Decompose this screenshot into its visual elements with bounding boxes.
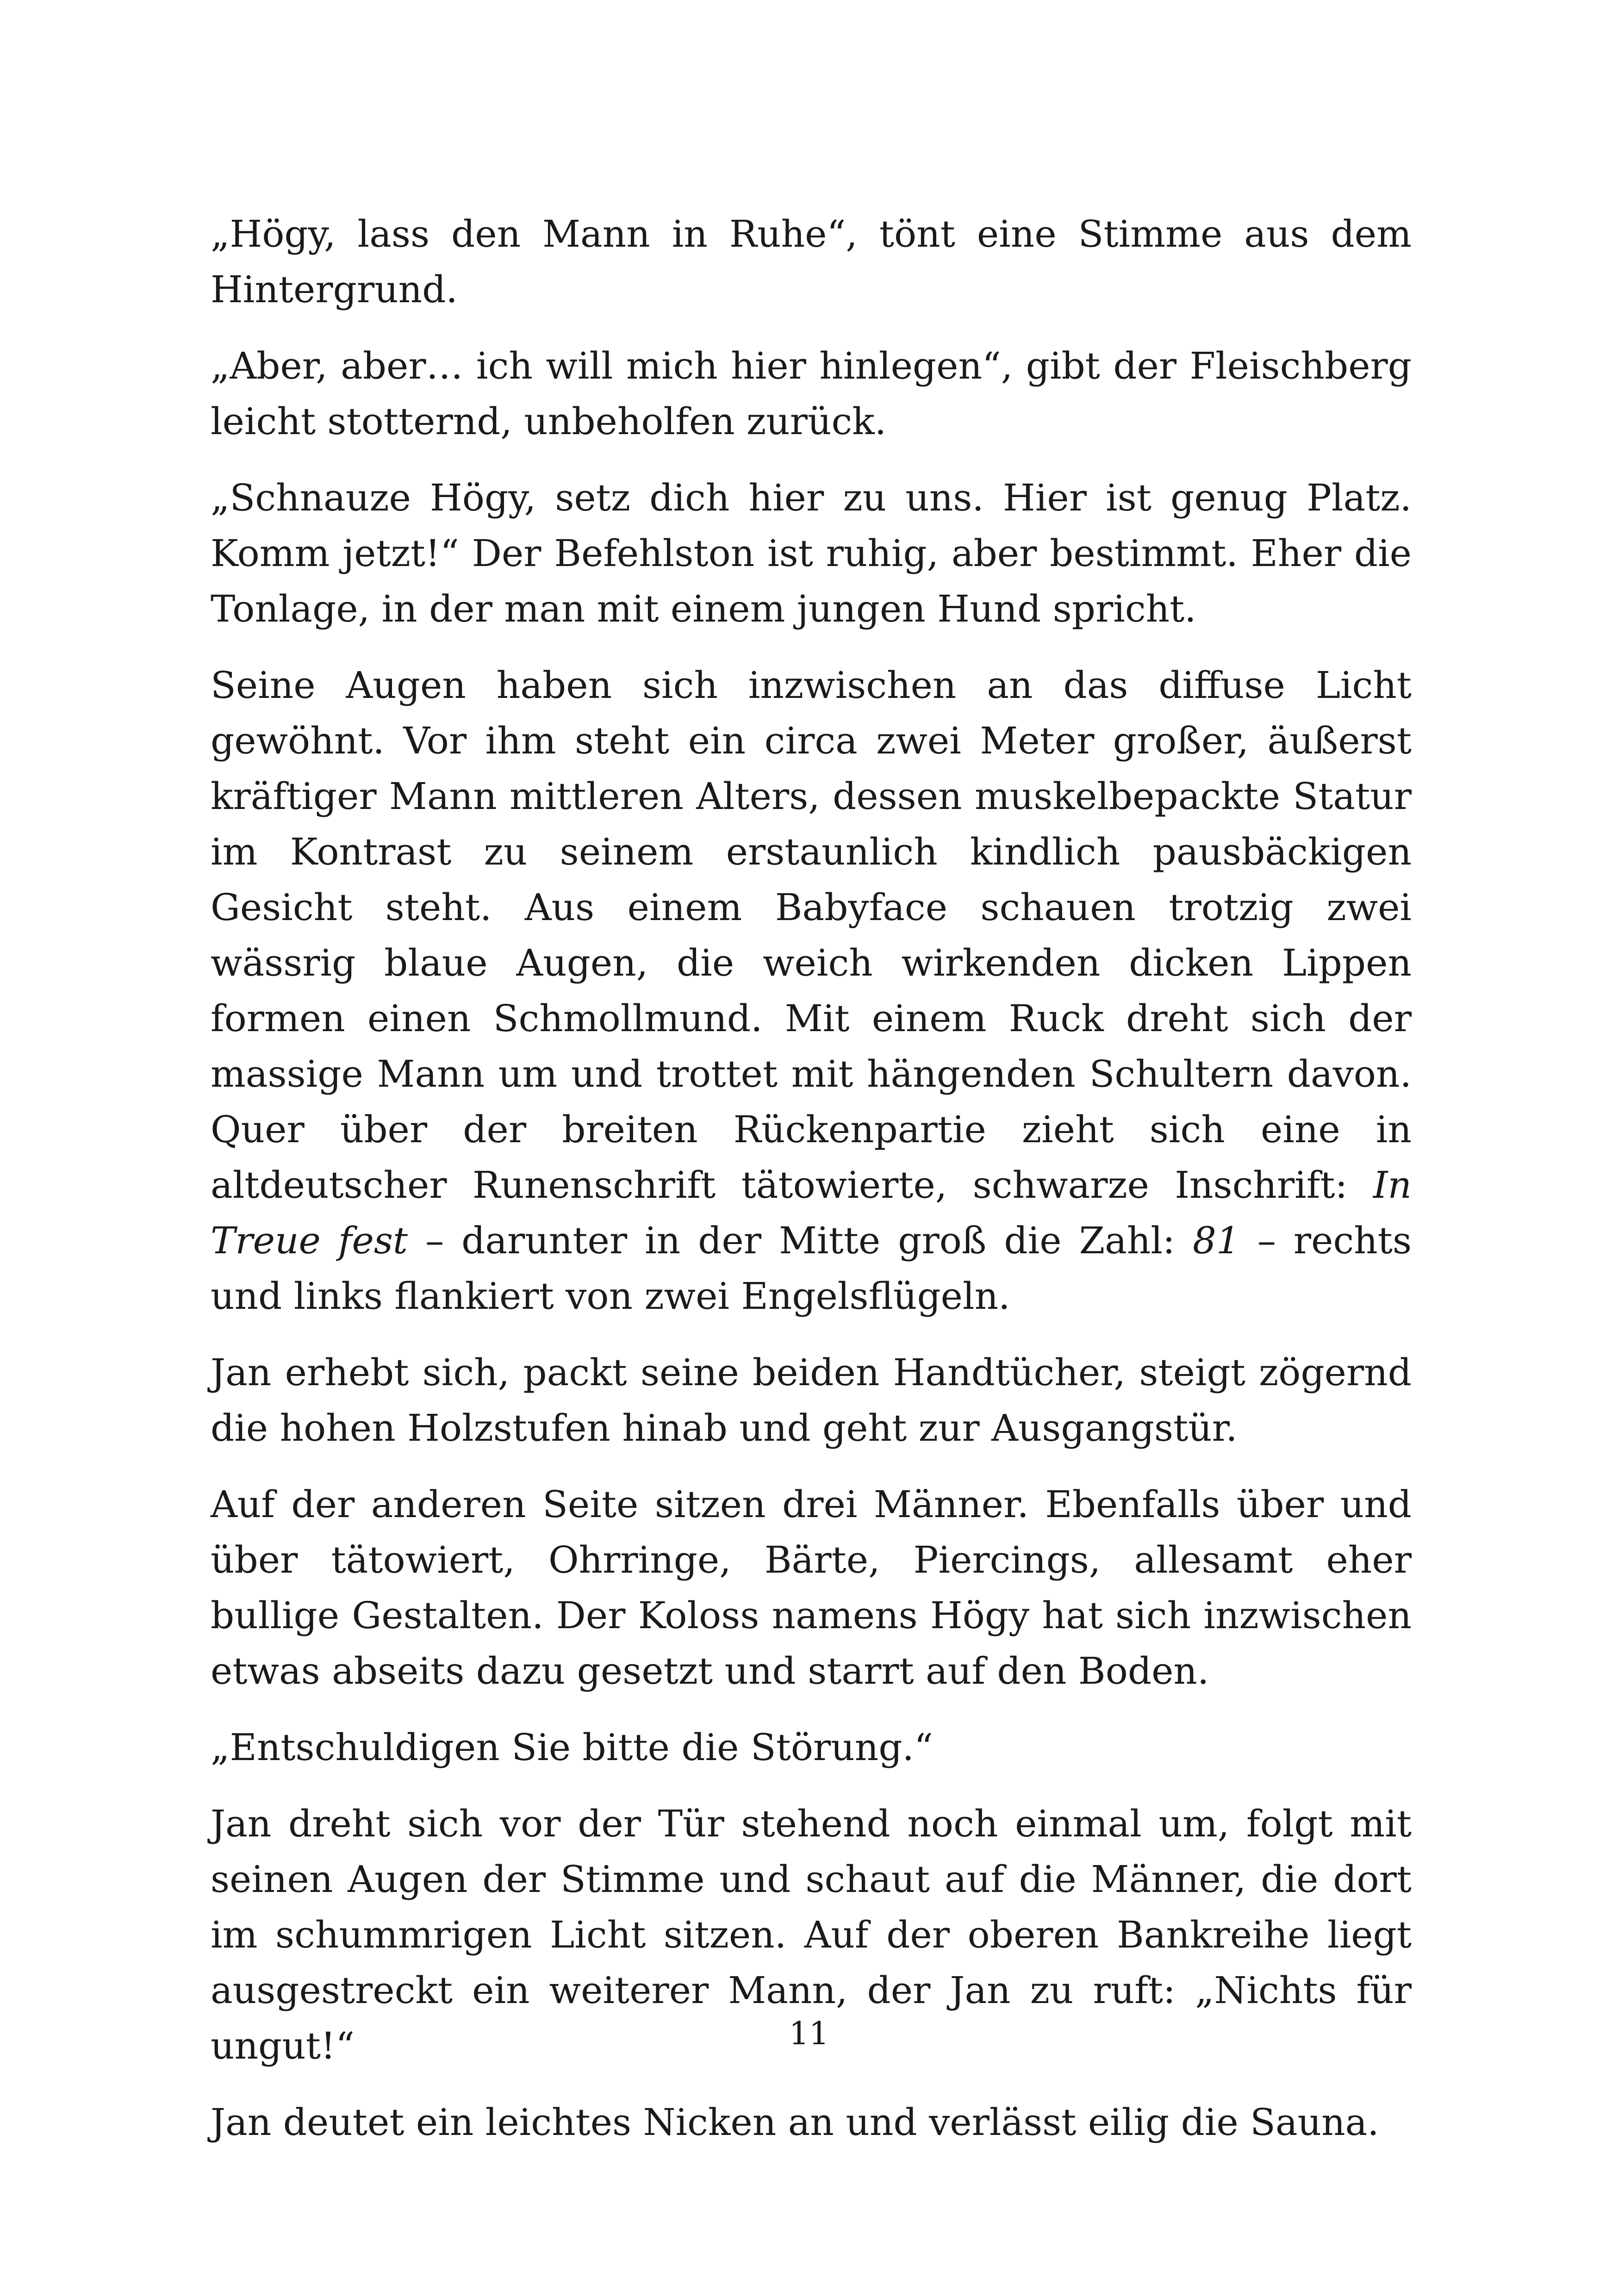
- paragraph: [211, 658, 1412, 1324]
- paragraph: Auf der anderen Seite sitzen drei Männer. Ebenfalls über und über tätowiert, Ohrringe, Bärte, Piercings, allesamt eher bullige Gestalten. Der Koloss namens Högy hat sich inzwischen etwas abseits dazu gesetzt und starrt auf den Boden.: [211, 1483, 1412, 1692]
- body-text: [211, 206, 1412, 2171]
- tattoo-inscription: In Treue fest: [211, 1164, 1412, 1262]
- paragraph: „Aber, aber… ich will mich hier hinlegen“, gibt der Fleischberg leicht stotternd, unbeholfen zurück.: [211, 344, 1412, 443]
- paragraph: Jan erhebt sich, packt seine beiden Handtücher, steigt zögernd die hohen Holzstufen hinab und geht zur Ausgangstür.: [211, 1351, 1412, 1450]
- paragraph-text: – rechts und links flankiert von zwei Engelsflügeln.: [211, 1219, 1412, 1318]
- paragraph: „Schnauze Högy, setz dich hier zu uns. Hier ist genug Platz. Komm jetzt!“ Der Befehlston ist ruhig, aber bestimmt. Eher die Tonlage, in der man mit einem jungen Hund spricht.: [211, 476, 1412, 630]
- tattoo-number: 81: [1192, 1219, 1240, 1262]
- paragraph: „Högy, lass den Mann in Ruhe“, tönt eine Stimme aus dem Hintergrund.: [211, 212, 1412, 311]
- paragraph: Jan deutet ein leichtes Nicken an und verlässt eilig die Sauna.: [211, 2101, 1379, 2144]
- page-number: 11: [789, 2016, 829, 2052]
- paragraph-text: Seine Augen haben sich inzwischen an das diffuse Licht gewöhnt. Vor ihm steht ein circa zwei Meter großer, äußerst kräftiger Mann mittleren Alters, dessen muskelbepackte Statur im Kontrast zu seinem erstaunlich kindlich pausbäckigen Gesicht steht. Aus einem Babyface schauen trotzig zwei wässrig blaue Augen, die weich wirkenden dicken Lippen formen einen Schmollmund. Mit einem Ruck dreht sich der massige Mann um und trottet mit hängenden Schultern davon. Quer über der breiten Rückenpartie zieht sich eine in altdeutscher Runenschrift tätowierte, schwarze Inschrift:: [211, 664, 1412, 1207]
- paragraph-text: – darunter in der Mitte groß die Zahl:: [408, 1219, 1193, 1262]
- paragraph: „Entschuldigen Sie bitte die Störung.“: [211, 1726, 933, 1769]
- paragraph: Jan dreht sich vor der Tür stehend noch einmal um, folgt mit seinen Augen der Stimme und schaut auf die Männer, die dort im schummrigen Licht sitzen. Auf der oberen Bankreihe liegt ausgestreckt ein weiterer Mann, der Jan zu ruft: „Nichts für ungut!“: [211, 1802, 1412, 2067]
